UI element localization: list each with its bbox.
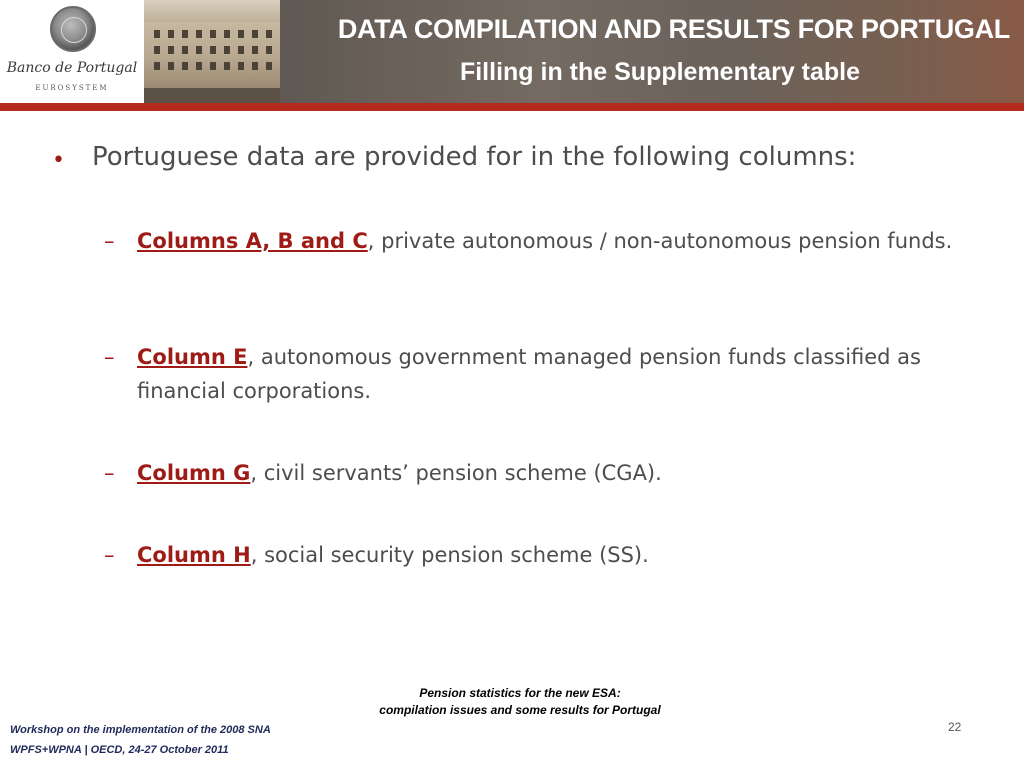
building-photo (144, 0, 280, 103)
column-label: Column E (137, 345, 248, 369)
logo-subtitle: EUROSYSTEM (35, 84, 109, 92)
column-label: Columns A, B and C (137, 229, 368, 253)
seal-icon (50, 6, 96, 52)
header-accent-bar (0, 103, 1024, 111)
dash-icon: – (104, 229, 115, 253)
dash-icon: – (104, 345, 115, 369)
column-description: , social security pension scheme (SS). (250, 543, 649, 567)
footer-title-line1: Pension statistics for the new ESA: (419, 686, 621, 700)
column-description: , autonomous government managed pension funds classified as financial corporations. (137, 345, 921, 403)
dash-icon: – (104, 543, 115, 567)
footer-event (10, 720, 271, 760)
main-bullet-text: Portuguese data are provided for in the following columns: (92, 142, 857, 172)
footer-title-line2: compilation issues and some results for Portugal (379, 703, 661, 717)
slide-header (0, 0, 1024, 103)
logo-name: Banco de Portugal (6, 60, 138, 76)
column-description: , private autonomous / non-autonomous pension funds. (367, 229, 953, 253)
bank-logo (0, 0, 144, 103)
column-label: Column G (137, 461, 251, 485)
column-description: , civil servants’ pension scheme (CGA). (250, 461, 662, 485)
footer-event-line2: WPFS+WPNA | OECD, 24-27 October 2011 (10, 744, 229, 756)
footer-event-line1: Workshop on the implementation of the 2008 SNA (10, 724, 271, 736)
page-number: 22 (948, 720, 962, 734)
slide-subtitle: Filling in the Supplementary table (459, 58, 861, 86)
slide-title: DATA COMPILATION AND RESULTS FOR PORTUGAL (337, 14, 1010, 44)
dash-icon: – (104, 461, 115, 485)
column-label: Column H (137, 543, 251, 567)
bullet-icon: • (52, 148, 65, 173)
footer-title (300, 685, 740, 719)
